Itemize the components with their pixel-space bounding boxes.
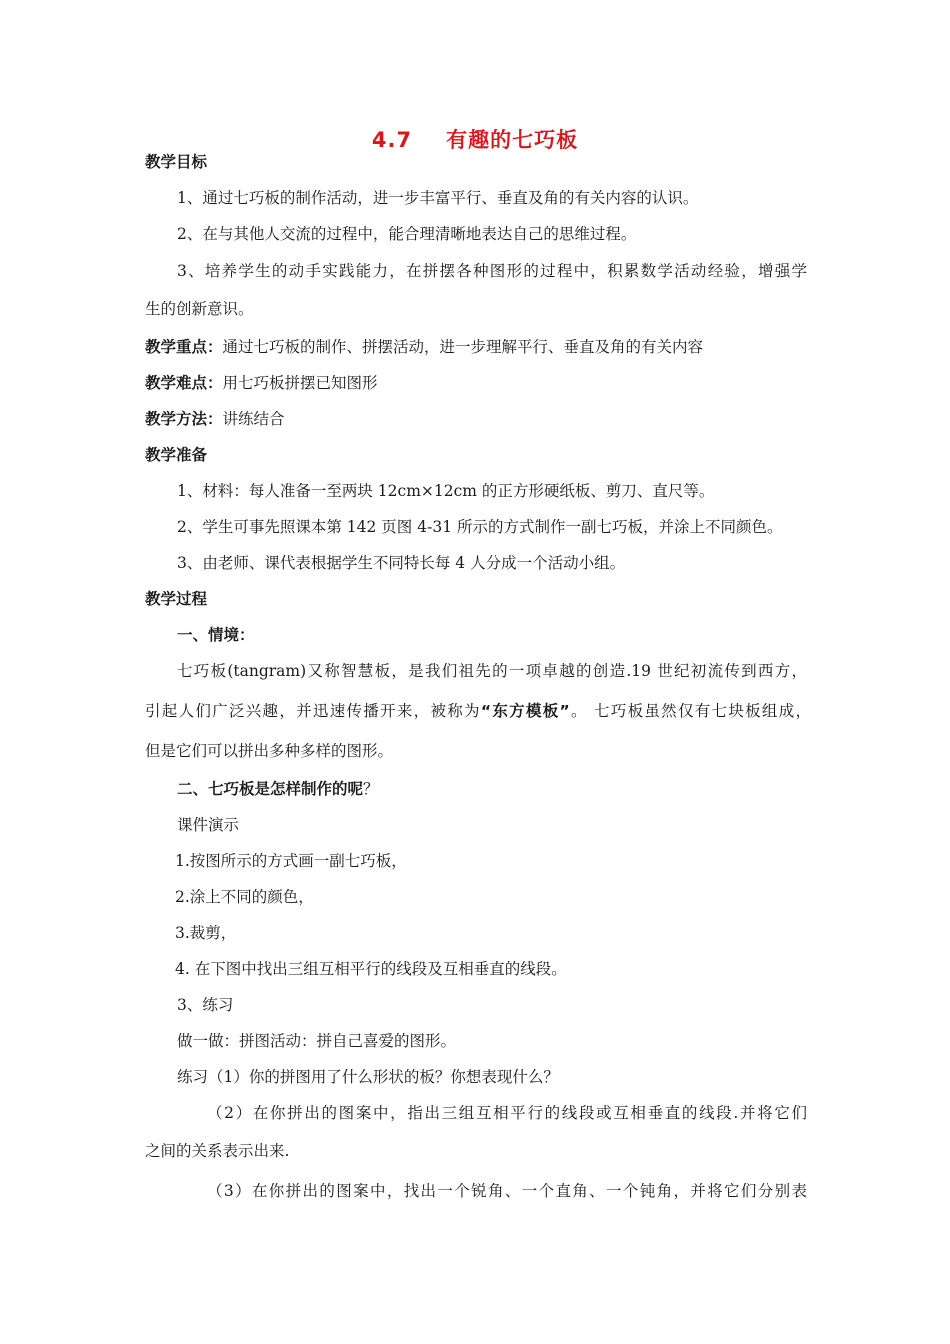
part-2-question-mark: ？ <box>363 780 379 798</box>
part-1-paragraph-line-1: 七巧板(tangram)又称智慧板，是我们祖先的一项卓越的创造.19 世纪初流传到西方， <box>177 662 807 680</box>
exercise-3-line-1: （3）在你拼出的图案中，找出一个锐角、一个直角、一个钝角，并将它们分别表 <box>207 1182 807 1200</box>
prep-1: 1、材料：每人准备一至两块 12cm×12cm 的正方形硬纸板、剪刀、直尺等。 <box>177 482 715 500</box>
goal-2: 2、在与其他人交流的过程中，能合理清晰地表达自己的思维过程。 <box>177 225 637 243</box>
section-number: 4.7 <box>371 128 413 152</box>
part-1-paragraph-line-2 <box>145 700 811 722</box>
prep-3: 3、由老师、课代表根据学生不同特长每 4 人分成一个活动小组。 <box>177 554 626 572</box>
goals-heading: 教学目标 <box>145 153 208 171</box>
practice-heading: 3、练习 <box>177 996 234 1014</box>
method <box>145 408 285 430</box>
goal-3-line-1: 3、培养学生的动手实践能力，在拼摆各种图形的过程中，积累数学活动经验，增强学 <box>177 262 807 280</box>
process-heading: 教学过程 <box>145 590 208 608</box>
part-1-paragraph-line-3: 但是它们可以拼出多种多样的图形。 <box>145 742 394 760</box>
exercise-2-line-1: （2）在你拼出的图案中，指出三组互相平行的线段或互相垂直的线段.并将它们 <box>207 1104 807 1122</box>
part-2-heading-line <box>177 778 379 800</box>
part-1-text-b: 。 七巧板虽然仅有七块板组成， <box>569 702 811 720</box>
exercise-1: 练习（1）你的拼图用了什么形状的板？你想表现什么？ <box>177 1068 559 1086</box>
key-points <box>145 336 703 358</box>
try-it: 做一做：拼图活动：拼自己喜爱的图形。 <box>177 1032 457 1050</box>
method-text: 讲练结合 <box>222 410 285 428</box>
part-2-heading: 二、七巧板是怎样制作的呢 <box>177 780 364 798</box>
key-label: 教学重点： <box>145 338 223 356</box>
difficulty-label: 教学难点： <box>145 374 223 392</box>
step-1: 1.按图所示的方式画一副七巧板， <box>175 852 407 870</box>
page-title <box>0 124 950 154</box>
step-4: 4. 在下图中找出三组互相平行的线段及互相垂直的线段。 <box>175 960 567 978</box>
title-text: 有趣的七巧板 <box>446 128 579 152</box>
method-label: 教学方法： <box>145 410 223 428</box>
goal-1: 1、通过七巧板的制作活动，进一步丰富平行、垂直及角的有关内容的认识。 <box>177 189 699 207</box>
exercise-2-line-2: 之间的关系表示出来. <box>145 1142 290 1160</box>
goal-3-line-2: 生的创新意识。 <box>145 300 254 318</box>
part-1-heading: 一、情境： <box>177 626 255 644</box>
key-text: 通过七巧板的制作、拼摆活动，进一步理解平行、垂直及角的有关内容 <box>222 338 704 356</box>
step-2: 2.涂上不同的颜色， <box>175 888 314 906</box>
oriental-puzzle-term: “东方模板” <box>480 702 570 720</box>
difficulty-text: 用七巧板拼摆已知图形 <box>222 374 378 392</box>
prep-heading: 教学准备 <box>145 446 208 464</box>
courseware-demo: 课件演示 <box>177 816 240 834</box>
step-3: 3.裁剪， <box>175 924 237 942</box>
difficulty <box>145 372 378 394</box>
prep-2: 2、学生可事先照课本第 142 页图 4-31 所示的方式制作一副七巧板，并涂上不同颜色。 <box>177 518 783 536</box>
part-1-text-a: 引起人们广泛兴趣，并迅速传播开来，被称为 <box>145 702 481 720</box>
